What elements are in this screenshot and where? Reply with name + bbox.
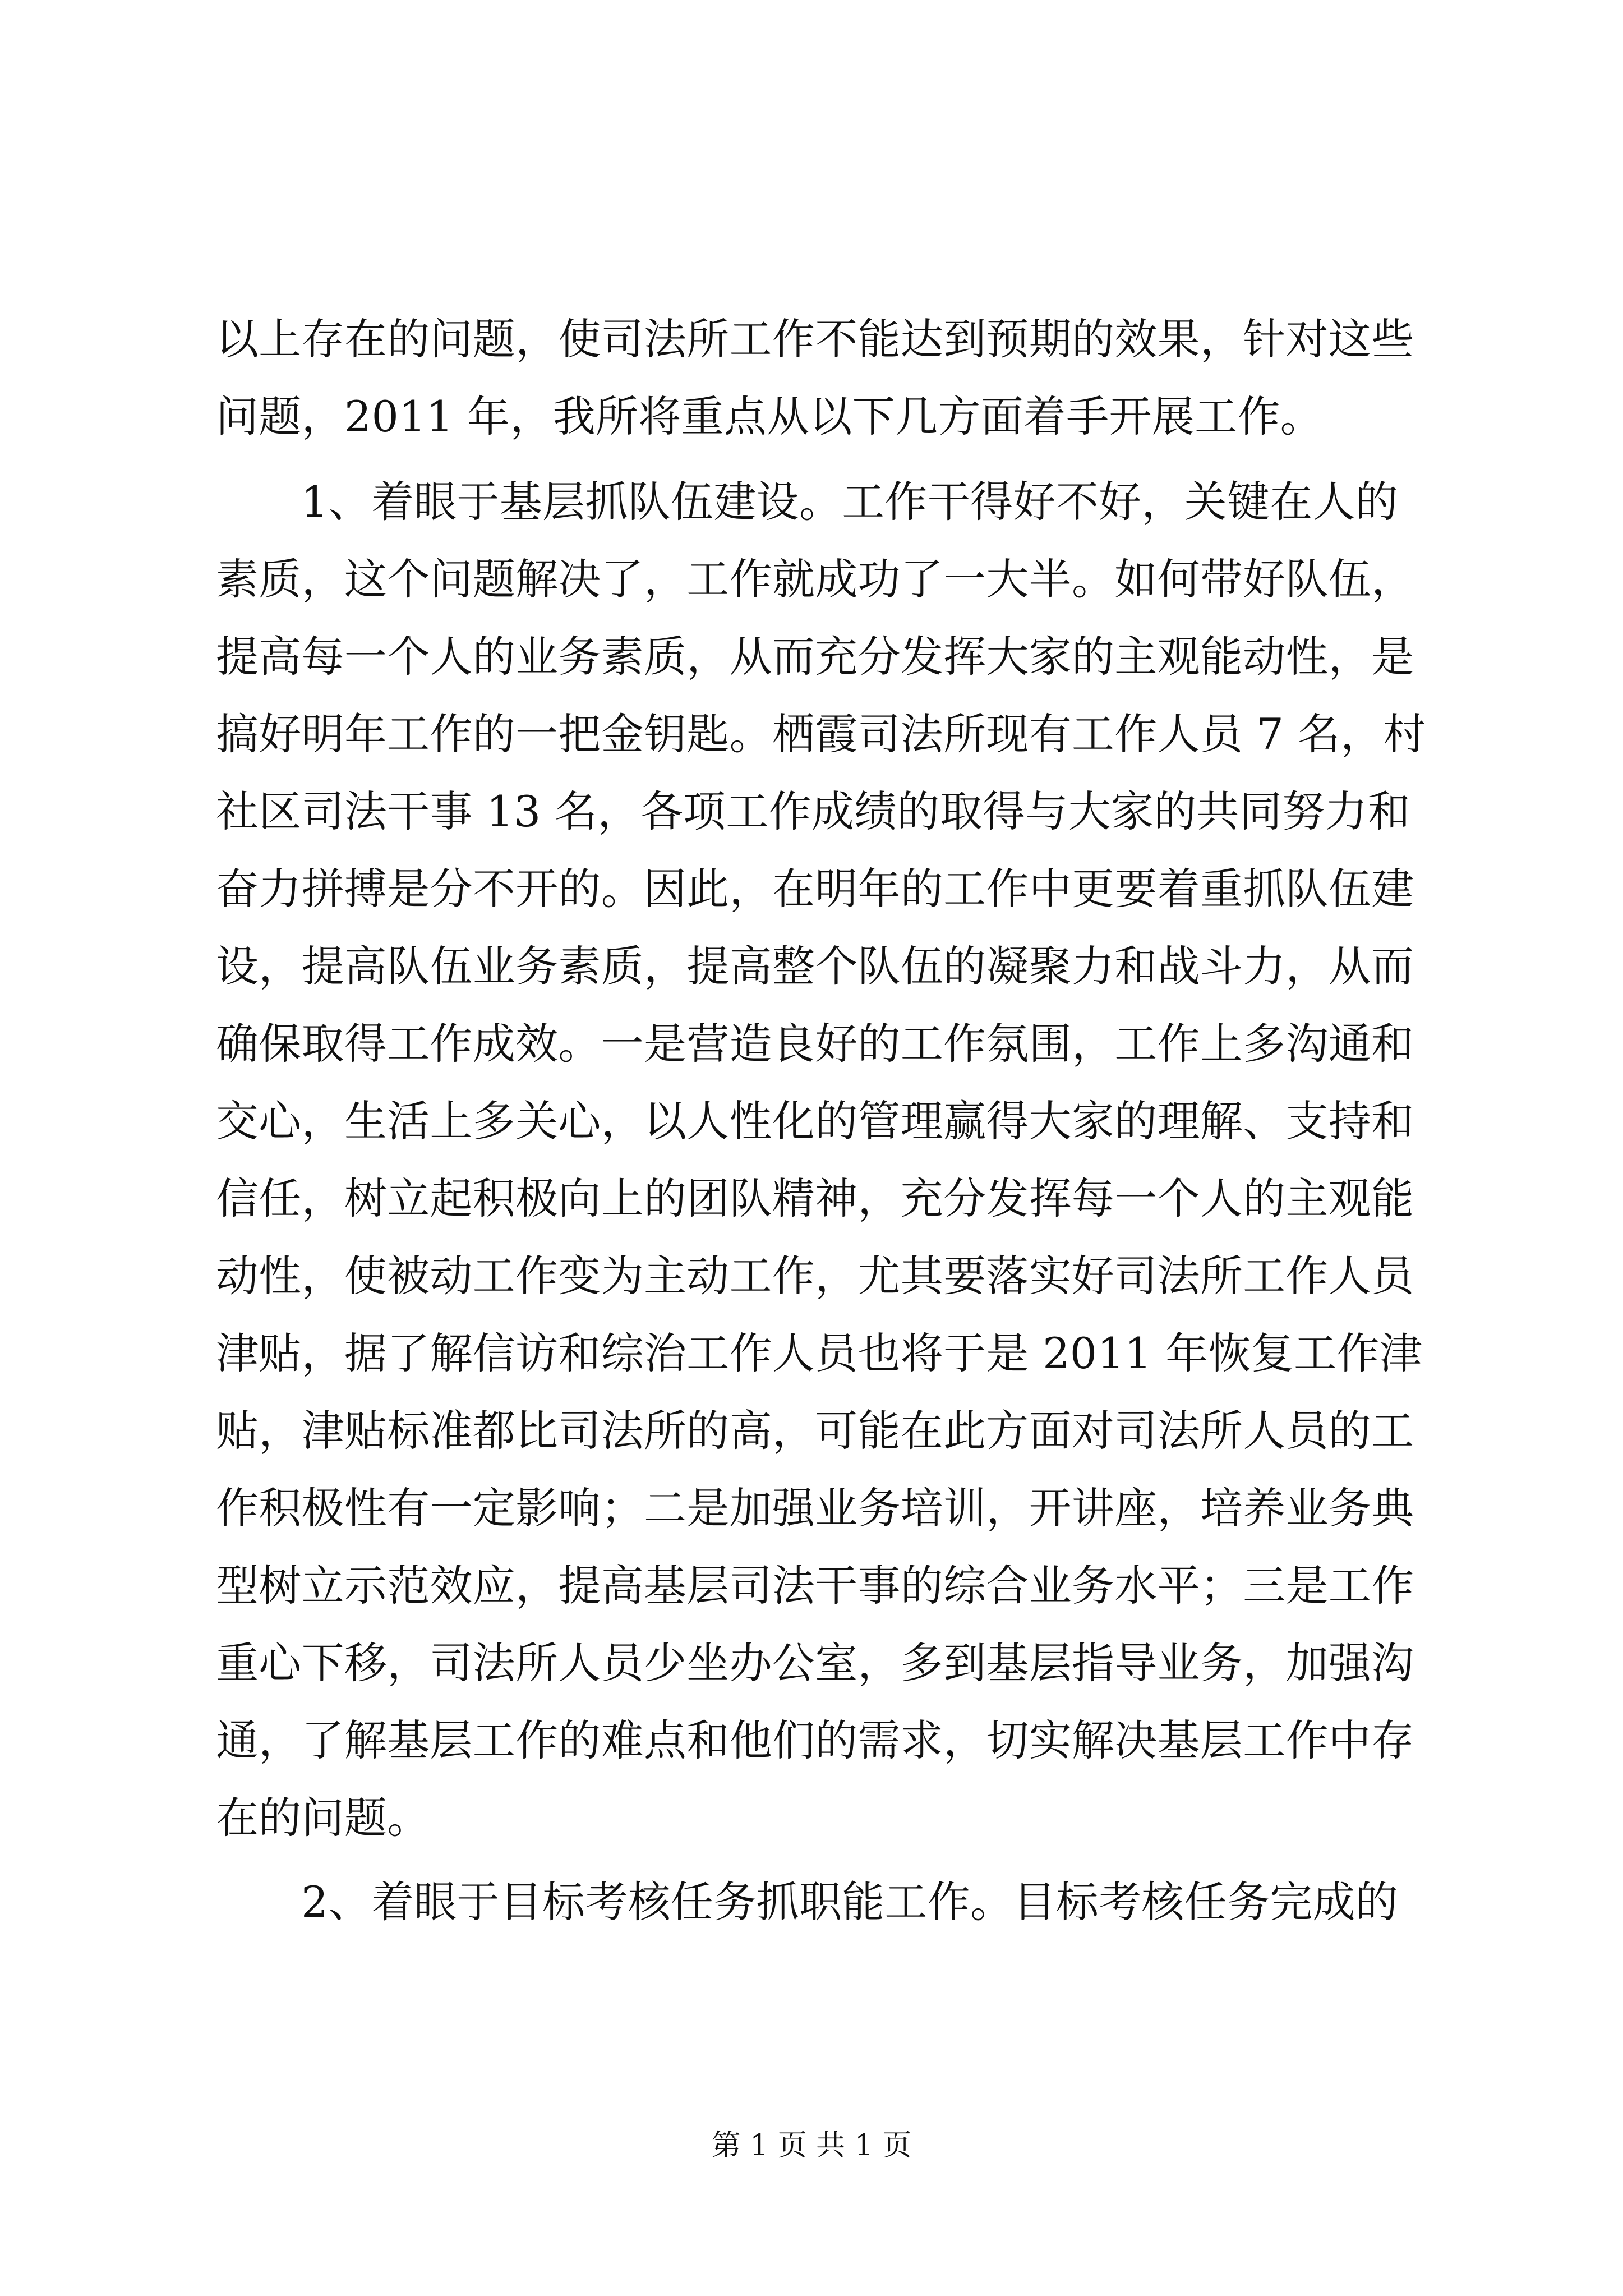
text-line: 津贴，据了解信访和综治工作人员也将于是 2011 年恢复工作津 xyxy=(216,1328,1423,1378)
text-line: 通，了解基层工作的难点和他们的需求，切实解决基层工作中存 xyxy=(216,1715,1414,1765)
text-line: 在的问题。 xyxy=(216,1793,430,1843)
text-line: 信任，树立起积极向上的团队精神，充分发挥每一个人的主观能 xyxy=(216,1174,1414,1223)
text-line: 提高每一个人的业务素质，从而充分发挥大家的主观能动性，是 xyxy=(216,632,1414,682)
paragraph-1-start: 1、着眼于基层抓队伍建设。工作干得好不好，关键在人的 xyxy=(301,477,1399,527)
text-line: 型树立示范效应，提高基层司法干事的综合业务水平；三是工作 xyxy=(216,1561,1414,1611)
text-line: 设，提高队伍业务素质，提高整个队伍的凝聚力和战斗力，从而 xyxy=(216,941,1414,991)
text-line: 确保取得工作成效。一是营造良好的工作氛围，工作上多沟通和 xyxy=(216,1019,1414,1069)
page-footer: 第 1 页 共 1 页 xyxy=(711,2129,912,2162)
text-line: 以上存在的问题，使司法所工作不能达到预期的效果，针对这些 xyxy=(216,314,1414,364)
text-line: 搞好明年工作的一把金钥匙。栖霞司法所现有工作人员 7 名，村 xyxy=(216,709,1426,759)
text-line: 交心，生活上多关心，以人性化的管理赢得大家的理解、支持和 xyxy=(216,1096,1414,1146)
text-line: 重心下移，司法所人员少坐办公室，多到基层指导业务，加强沟 xyxy=(216,1638,1414,1688)
paragraph-2-start: 2、着眼于目标考核任务抓职能工作。目标考核任务完成的 xyxy=(301,1877,1399,1927)
text-line: 动性，使被动工作变为主动工作，尤其要落实好司法所工作人员 xyxy=(216,1251,1414,1301)
text-line: 问题，2011 年，我所将重点从以下几方面着手开展工作。 xyxy=(216,392,1323,441)
text-line: 社区司法干事 13 名，各项工作成绩的取得与大家的共同努力和 xyxy=(216,786,1411,836)
text-line: 素质，这个问题解决了，工作就成功了一大半。如何带好队伍， xyxy=(216,554,1414,604)
text-line: 贴，津贴标准都比司法所的高，可能在此方面对司法所人员的工 xyxy=(216,1406,1414,1456)
text-line: 作积极性有一定影响；二是加强业务培训，开讲座，培养业务典 xyxy=(216,1483,1414,1533)
text-line: 奋力拼搏是分不开的。因此，在明年的工作中更要着重抓队伍建 xyxy=(216,864,1414,914)
